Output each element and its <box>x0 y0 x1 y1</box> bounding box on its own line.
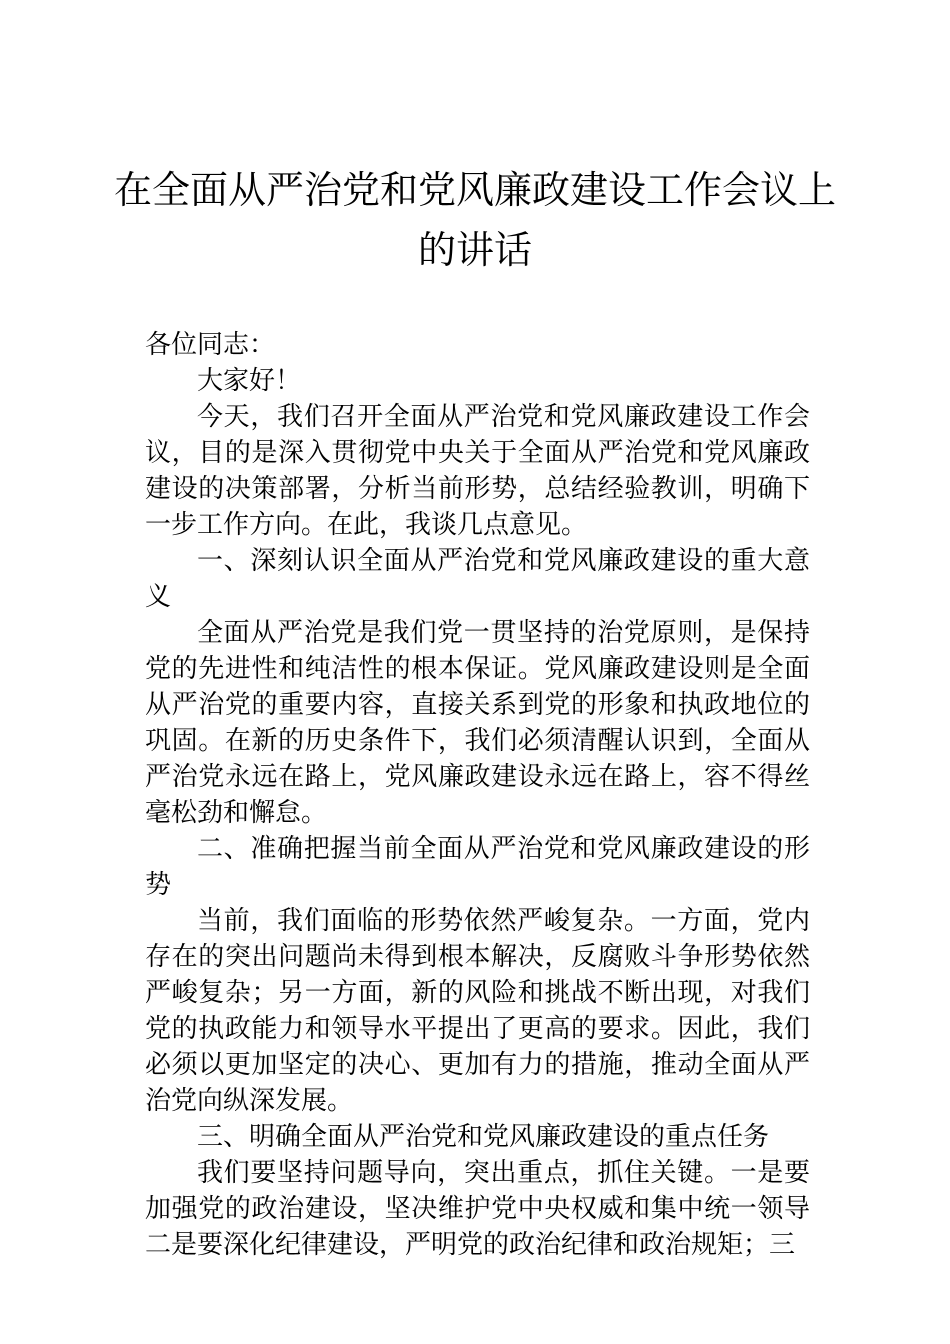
section-heading-3: 三、明确全面从严治党和党风廉政建设的重点任务 <box>197 1122 770 1152</box>
salutation: 各位同志： <box>145 330 276 360</box>
document-body <box>145 327 810 1263</box>
section-heading-1: 一、深刻认识全面从严治党和党风廉政建设的重大意义 <box>145 546 810 612</box>
document-title: 在全面从严治党和党风廉政建设工作会议上的讲话 <box>113 168 836 272</box>
section-paragraph-1: 全面从严治党是我们党一贯坚持的治党原则，是保持党的先进性和纯洁性的根本保证。党风廉政建设则是全面从严治党的重要内容，直接关系到党的形象和执政地位的巩固。在新的历史条件下，我们必须清醒认识到，全面从严治党永远在路上，党风廉政建设永远在路上，容不得丝毫松劲和懈怠。 <box>145 618 810 828</box>
section-paragraph-2: 当前，我们面临的形势依然严峻复杂。一方面，党内存在的突出问题尚未得到根本解决，反腐败斗争形势依然严峻复杂；另一方面，新的风险和挑战不断出现，对我们党的执政能力和领导水平提出了更高的要求。因此，我们必须以更加坚定的决心、更加有力的措施，推动全面从严治党向纵深发展。 <box>145 906 810 1116</box>
section-paragraph-3: 我们要坚持问题导向，突出重点，抓住关键。一是要加强党的政治建设，坚决维护党中央权威和集中统一领导二是要深化纪律建设，严明党的政治纪律和政治规矩；三 <box>145 1158 810 1260</box>
section-heading-2: 二、准确把握当前全面从严治党和党风廉政建设的形势 <box>145 834 810 900</box>
greeting: 大家好！ <box>197 366 302 396</box>
intro-paragraph: 今天，我们召开全面从严治党和党风廉政建设工作会议，目的是深入贯彻党中央关于全面从严治党和党风廉政建设的决策部署，分析当前形势，总结经验教训，明确下一步工作方向。在此，我谈几点意见。 <box>145 402 810 540</box>
